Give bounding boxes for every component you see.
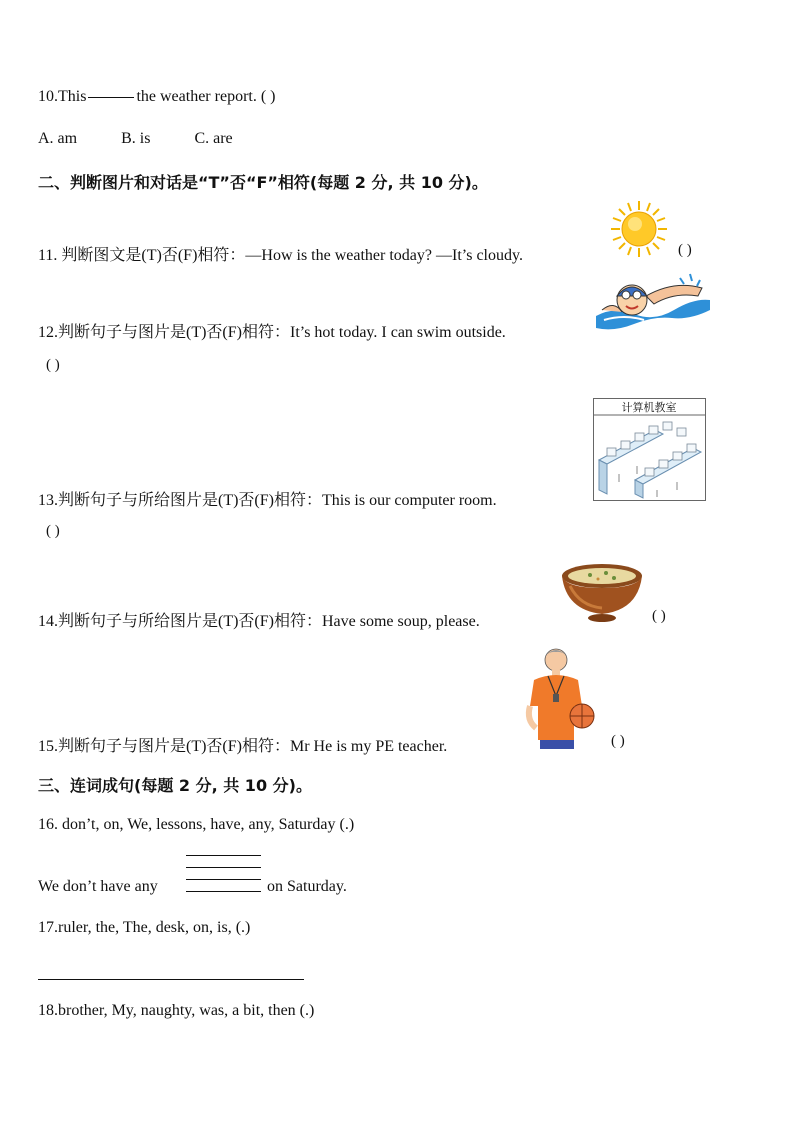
answer-16-prefix: We don’t have any: [38, 878, 158, 895]
answer-paren-15[interactable]: ( ): [611, 733, 625, 749]
question-10-options: [38, 130, 273, 148]
answer-paren-14[interactable]: ( ): [652, 608, 666, 624]
answer-line-17[interactable]: [38, 979, 304, 980]
computer-room-icon: [593, 398, 706, 506]
question-17: 17.ruler, the, The, desk, on, is, (.): [38, 919, 251, 936]
question-10-rest: the weather report. ( ): [136, 88, 276, 105]
pe-teacher-icon: [522, 644, 598, 755]
question-16: 16. don’t, on, We, lessons, have, any, Saturday (.): [38, 816, 355, 833]
question-15: 15.判断句子与图片是(T)否(F)相符：Mr He is my PE teacher.: [38, 738, 448, 755]
option-c: C. are: [194, 130, 233, 147]
answer-lines-16[interactable]: [186, 855, 261, 903]
soup-bowl-icon: [560, 562, 644, 629]
question-11: 11. 判断图文是(T)否(F)相符：—How is the weather today? —It’s cloudy.: [38, 247, 523, 264]
section-2-heading: 二、判断图片和对话是“T”否“F”相符(每题 2 分, 共 10 分)。: [38, 173, 488, 192]
answer-paren-13[interactable]: ( ): [46, 523, 60, 539]
answer-16-suffix: on Saturday.: [267, 878, 347, 895]
question-14: 14.判断句子与所给图片是(T)否(F)相符：Have some soup, please.: [38, 613, 480, 630]
option-b: B. is: [121, 130, 151, 147]
answer-paren-11[interactable]: ( ): [678, 242, 692, 258]
sun-icon: [610, 200, 668, 263]
section-3-heading: 三、连词成句(每题 2 分, 共 10 分)。: [38, 776, 312, 795]
question-10-text: 10.This: [38, 88, 87, 105]
answer-paren-12[interactable]: ( ): [46, 357, 60, 373]
option-a: A. am: [38, 130, 78, 147]
swimmer-icon: [594, 270, 712, 337]
question-12: 12.判断句子与图片是(T)否(F)相符：It’s hot today. I can swim outside.: [38, 324, 506, 341]
question-18: 18.brother, My, naughty, was, a bit, then (.): [38, 1002, 315, 1019]
question-13: 13.判断句子与所给图片是(T)否(F)相符：This is our computer room.: [38, 492, 497, 509]
computer-room-label: 计算机教室: [621, 401, 677, 414]
question-10: [38, 88, 276, 106]
answer-blank[interactable]: [88, 97, 134, 98]
